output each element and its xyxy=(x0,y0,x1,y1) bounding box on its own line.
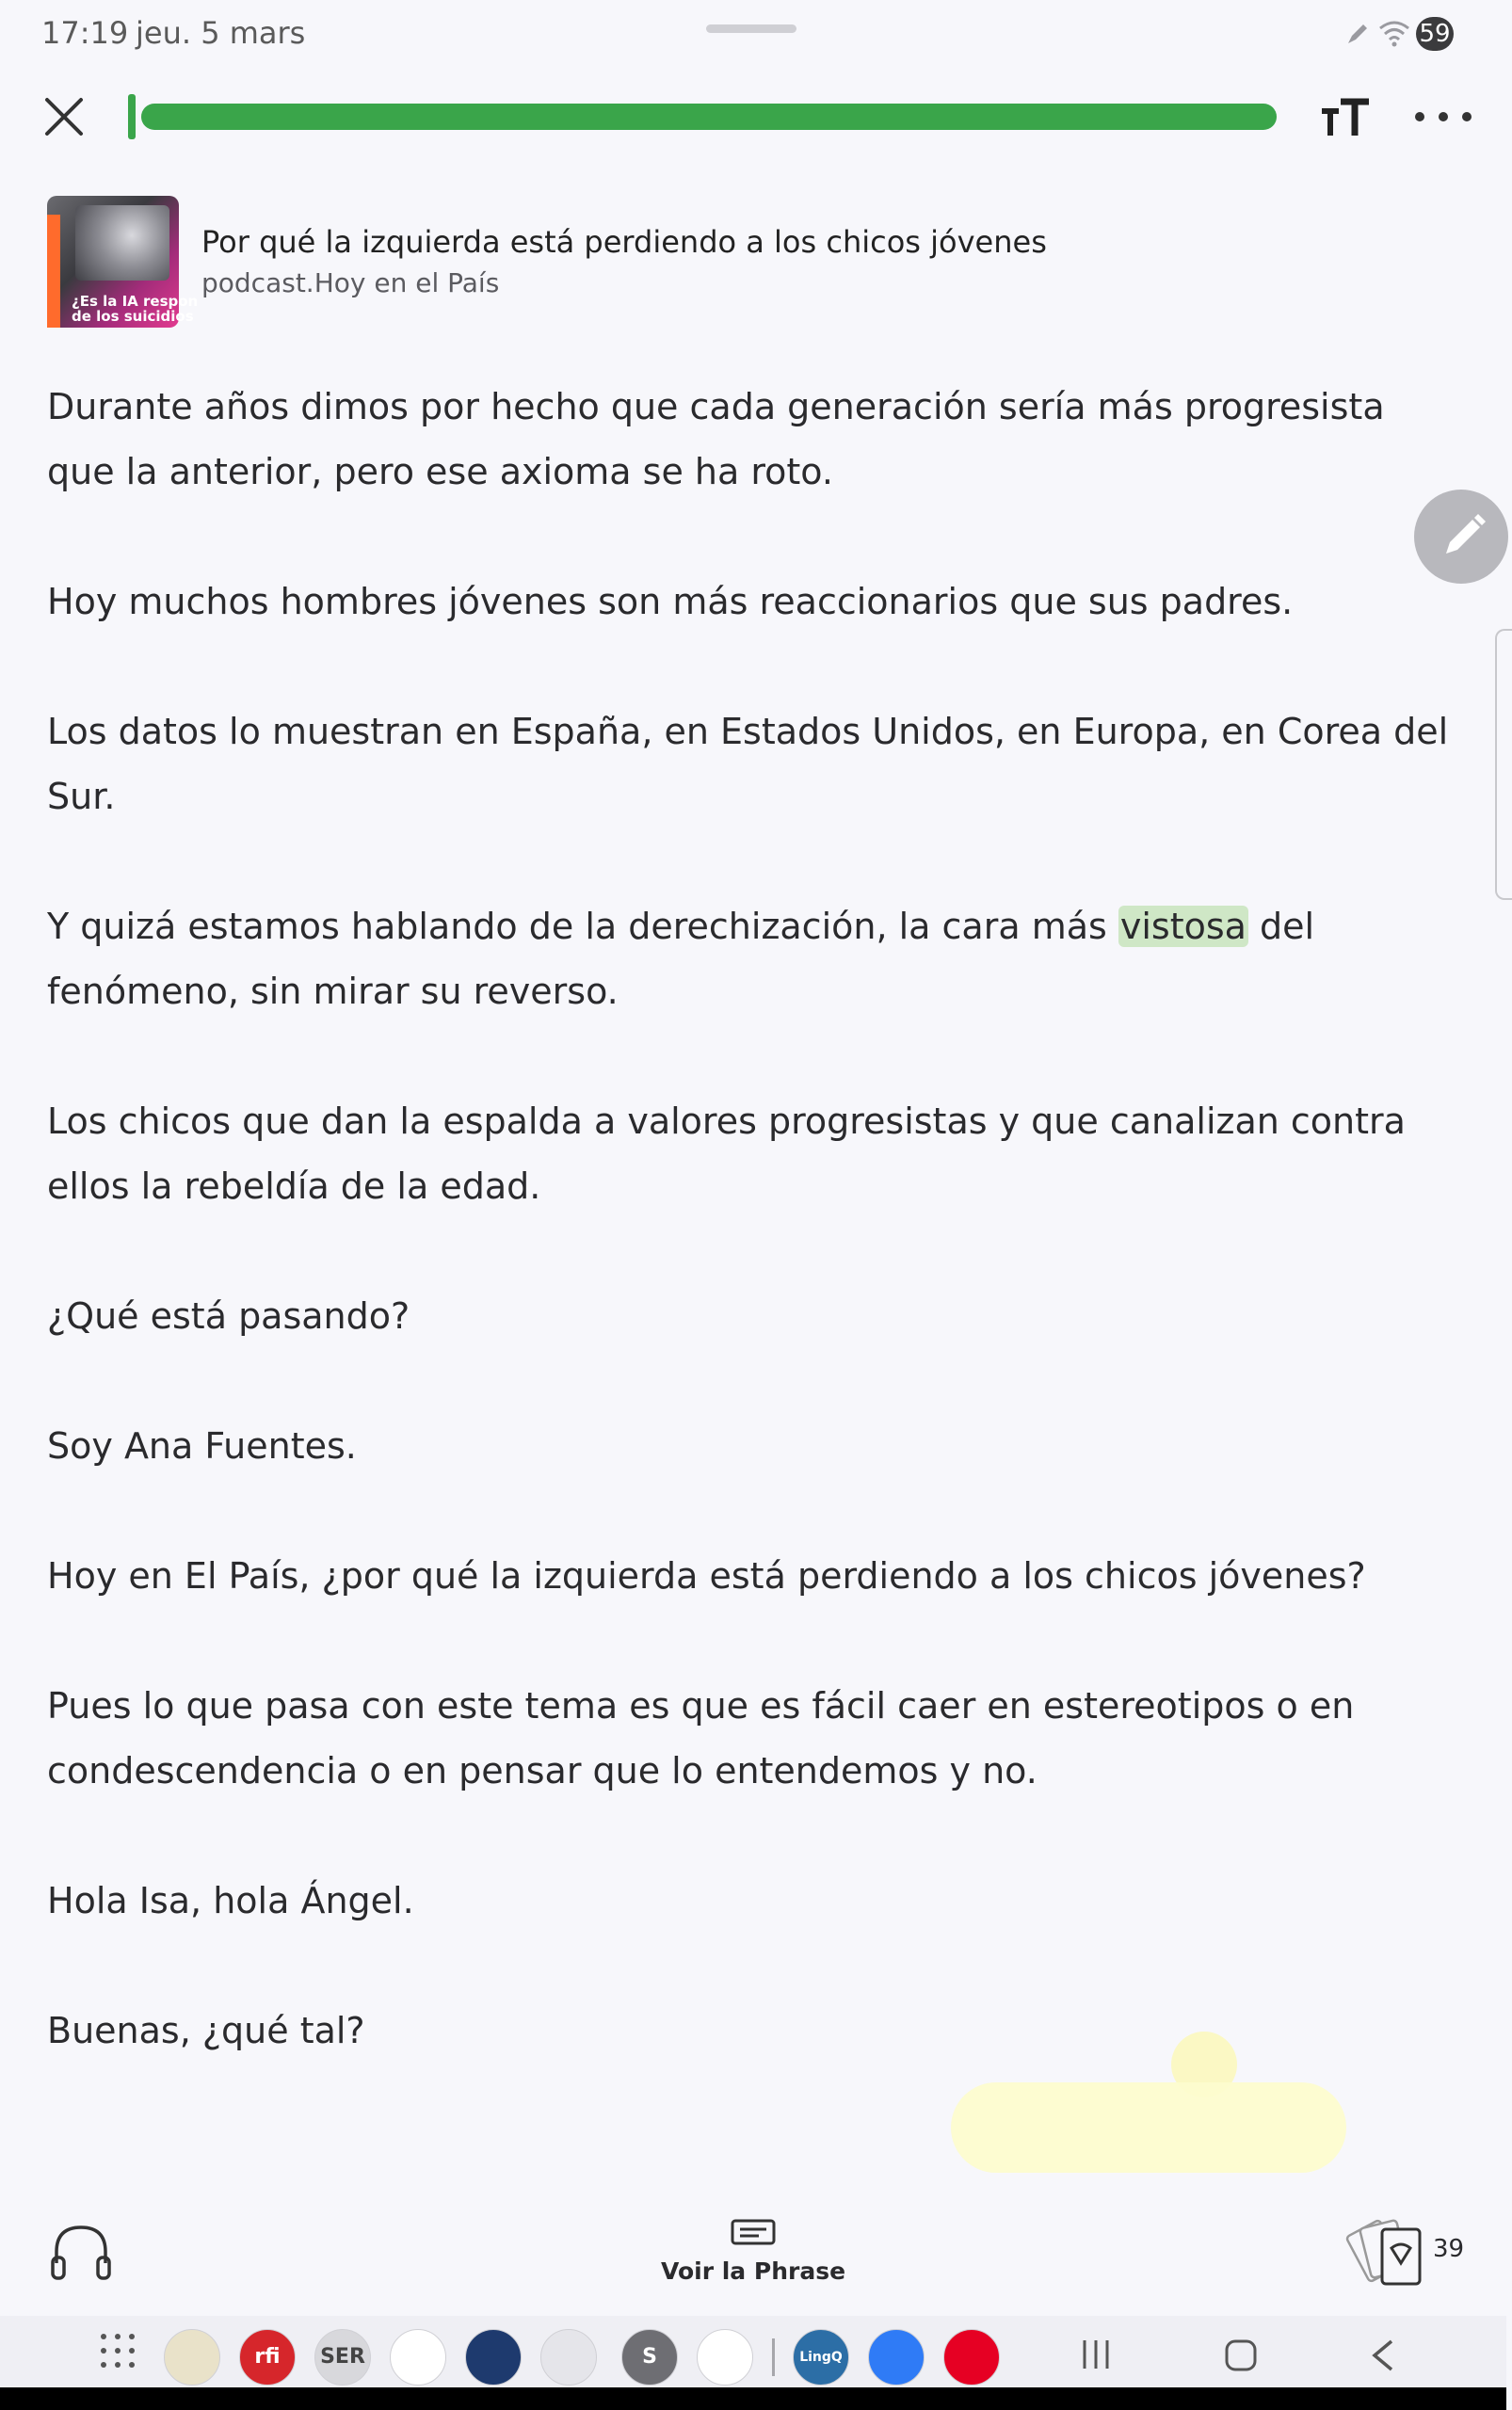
headphones-icon[interactable] xyxy=(47,2220,115,2282)
more-options-icon[interactable] xyxy=(1412,105,1474,128)
stylus-mark xyxy=(951,2082,1346,2173)
progress-fill xyxy=(141,104,1277,130)
drag-handle[interactable] xyxy=(706,24,796,33)
back-icon[interactable] xyxy=(1369,2338,1397,2372)
home-icon[interactable] xyxy=(1224,2338,1258,2372)
system-dock xyxy=(0,2316,1506,2387)
dock-app-ser[interactable]: SER xyxy=(314,2329,371,2386)
episode-thumbnail[interactable] xyxy=(47,196,199,328)
transcript xyxy=(47,375,1450,2129)
transcript-paragraph[interactable]: Soy Ana Fuentes. xyxy=(47,1425,357,1467)
dock-app-red-app[interactable] xyxy=(540,2329,597,2386)
stylus-icon xyxy=(1344,21,1371,47)
episode-title[interactable]: Por qué la izquierda está perdiendo a los chicos jóvenes xyxy=(201,224,1047,260)
text-segment[interactable]: Y quizá estamos hablando de la derechización, la cara más xyxy=(47,906,1118,947)
transcript-paragraph[interactable]: Hoy en El País, ¿por qué la izquierda está perdiendo a los chicos jóvenes? xyxy=(47,1555,1366,1597)
transcript-paragraph[interactable]: Hola Isa, hola Ángel. xyxy=(47,1880,414,1921)
dock-app-lingq[interactable]: LingQ xyxy=(793,2329,849,2386)
dock-app-pinterest[interactable] xyxy=(943,2329,1000,2386)
dock-app-rfi[interactable]: rfi xyxy=(239,2329,296,2386)
progress-bar[interactable] xyxy=(130,104,1279,130)
transcript-paragraph[interactable]: Los datos lo muestran en España, en Estados Unidos, en Europa, en Corea del Sur. xyxy=(47,711,1449,817)
screen-edge xyxy=(0,2387,1506,2410)
pencil-icon xyxy=(1414,490,1508,584)
font-size-icon[interactable] xyxy=(1318,92,1373,143)
flashcards-count: 39 xyxy=(1433,2235,1465,2263)
transcript-paragraph[interactable]: Hoy muchos hombres jóvenes son más reaccionarios que sus padres. xyxy=(47,581,1294,622)
recents-icon[interactable] xyxy=(1079,2338,1113,2370)
wifi-icon xyxy=(1378,19,1410,47)
edit-button[interactable] xyxy=(1414,490,1508,584)
battery-indicator: 59 xyxy=(1416,17,1454,51)
transcript-paragraph[interactable]: Durante años dimos por hecho que cada generación sería más progresista que la anterior, pero ese axioma se ha roto. xyxy=(47,386,1385,492)
side-panel-handle[interactable] xyxy=(1495,629,1512,900)
dock-app-folder-apps[interactable] xyxy=(164,2329,220,2386)
thumbnail-caption-line2: de los suicidios xyxy=(72,308,194,325)
app-drawer-icon[interactable] xyxy=(98,2331,137,2370)
status-date: jeu. 5 mars xyxy=(136,15,306,51)
see-sentence-label[interactable]: Voir la Phrase xyxy=(660,2257,846,2285)
dock-app-shield-app[interactable] xyxy=(465,2329,522,2386)
dock-app-messenger[interactable] xyxy=(868,2329,925,2386)
highlighted-word[interactable]: vistosa xyxy=(1119,906,1247,947)
transcript-paragraph[interactable]: Pues lo que pasa con este tema es que es fácil caer en estereotipos o en condescendencia o en pensar que lo entendemos y no. xyxy=(47,1685,1355,1791)
flashcards-icon[interactable] xyxy=(1348,2214,1427,2290)
dock-separator xyxy=(772,2338,775,2376)
dock-app-s-app[interactable]: S xyxy=(621,2329,678,2386)
transcript-paragraph[interactable]: Los chicos que dan la espalda a valores progresistas y que canalizan contra ellos la rebeldía de la edad. xyxy=(47,1101,1406,1207)
transcript-paragraph[interactable]: ¿Qué está pasando? xyxy=(47,1295,410,1337)
episode-source[interactable]: podcast.Hoy en el País xyxy=(201,267,500,298)
dock-app-chrome[interactable] xyxy=(697,2329,753,2386)
dock-app-heart-app[interactable] xyxy=(390,2329,446,2386)
thumbnail-caption-line1: ¿Es la IA respon xyxy=(72,293,199,310)
transcript-paragraph[interactable] xyxy=(47,894,1450,1024)
sentence-icon xyxy=(731,2219,776,2245)
transcript-paragraph[interactable]: Buenas, ¿qué tal? xyxy=(47,2010,365,2051)
status-time: 17:19 xyxy=(41,15,129,51)
text-segment[interactable]: del fenómeno, sin mirar su reverso. xyxy=(47,906,1315,1012)
close-icon[interactable] xyxy=(41,94,87,139)
